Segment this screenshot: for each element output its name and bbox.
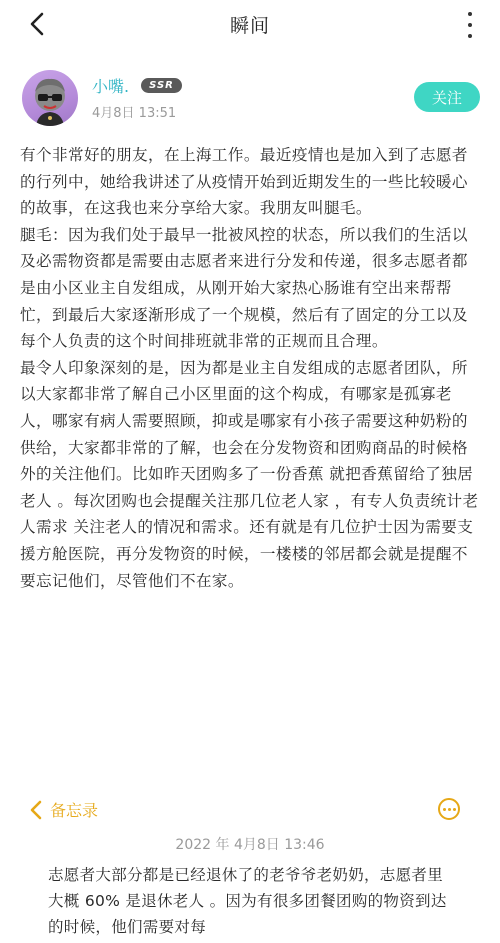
- more-vertical-icon: [468, 12, 472, 16]
- page-title: 瞬间: [229, 15, 270, 37]
- more-button[interactable]: [462, 12, 478, 38]
- follow-button[interactable]: 关注: [414, 82, 480, 112]
- post-paragraph: 有个非常好的朋友，在上海工作。最近疫情也是加入到了志愿者的行列中，她给我讲述了从疫情开始到近期发生的一些比较暖心的故事，在这我也来分享给大家。我朋友叫腿毛。: [20, 146, 468, 218]
- avatar[interactable]: [22, 70, 78, 126]
- username-row: [92, 74, 182, 97]
- memo-back-button[interactable]: [30, 798, 98, 821]
- post-body: [20, 142, 482, 594]
- post-paragraph: 最令人印象深刻的是，因为都是业主自发组成的志愿者团队，所以大家都非常了解自己小区里面的这个构成，有哪家是孤寡老人，哪家有病人需要照顾，抑或是哪家有小孩子需要这种奶粉的供给，大家都非常的了解，也会在分发物资和团购商品的时候格外的关注他们。比如昨天团购多了一份香蕉 就把香蕉留给了独居老人 。每次团购也会提醒关注那几位老人家 ，有专人负责统计老人需求 关注老人的情况和需求。还有就是有几位护士因为需要支援方舱医院，再分发物资的时候，一楼楼的邻居都会就是提醒不要忘记他们，尽管他们不在家。: [20, 358, 479, 590]
- more-circle-icon: [443, 808, 446, 811]
- memo-text: 志愿者大部分都是已经退休了的老爷爷老奶奶，志愿者里大概 60% 是退休老人 。因为有很多团餐团购的物资到达的时候，他们需要对每: [48, 866, 447, 936]
- memo-more-button[interactable]: [438, 798, 460, 820]
- top-bar: [0, 0, 500, 48]
- memo-header: [18, 786, 482, 826]
- memo-date: 2022 年 4月8日 13:46: [175, 837, 325, 853]
- avatar-image: [22, 70, 78, 126]
- post-time: 4月8日 13:51: [92, 106, 177, 121]
- ssr-badge: SSR: [141, 78, 182, 93]
- chevron-left-icon: [30, 800, 42, 820]
- post-header: [0, 62, 500, 132]
- memo-screenshot[interactable]: [18, 786, 482, 943]
- memo-back-label: 备忘录: [50, 801, 99, 820]
- username[interactable]: 小嘴.: [92, 77, 130, 96]
- post-paragraph: 腿毛：因为我们处于最早一批被风控的状态，所以我们的生活以及必需物资都是需要由志愿者来进行分发和传递，很多志愿者都是由小区业主自发组成，从刚开始大家热心肠谁有空出来帮帮忙，到最后大家逐渐形成了一个规模，然后有了固定的分工以及每个人负责的这个时间排班就非常的正规而且合理。: [20, 225, 468, 351]
